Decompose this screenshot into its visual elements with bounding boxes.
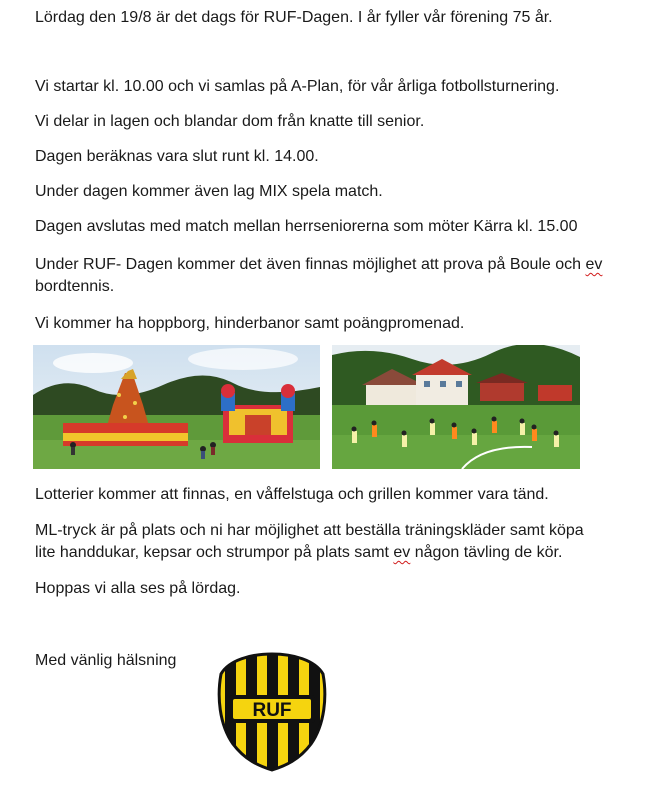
boule-ev-word: ev — [585, 256, 603, 273]
ml-text-line-1: ML-tryck är på plats och ni har möjlighet att beställa träningskläder samt köpa — [35, 522, 584, 539]
crest-label: RUF — [252, 700, 292, 721]
ml-text-line-2-start: lite handdukar, kepsar och strumpor på plats samt — [35, 544, 394, 561]
mix-paragraph: Under dagen kommer även lag MIX spela match. — [35, 183, 383, 200]
lottery-paragraph: Lotterier kommer att finnas, en våffelstuga och grillen kommer vara tänd. — [35, 486, 549, 503]
football-field-photo — [332, 345, 580, 469]
teams-paragraph: Vi delar in lagen och blandar dom från knatte till senior. — [35, 113, 425, 130]
hope-paragraph: Hoppas vi alla ses på lördag. — [35, 580, 241, 597]
end-time-paragraph: Dagen beräknas vara slut runt kl. 14.00. — [35, 148, 319, 165]
bouncy-paragraph: Vi kommer ha hoppborg, hinderbanor samt poängpromenad. — [35, 315, 465, 332]
ruf-crest-logo — [215, 650, 329, 772]
boule-text-start: Under RUF- Dagen kommer det även finnas möjlighet att prova på Boule och — [35, 256, 586, 273]
ml-text-line-2-end: någon tävling de kör. — [410, 544, 563, 561]
ml-ev-word: ev — [393, 544, 411, 561]
greeting-text: Med vänlig hälsning — [35, 652, 177, 669]
intro-paragraph: Lördag den 19/8 är det dags för RUF-Dagen. I år fyller vår förening 75 år. — [35, 9, 553, 26]
boule-paragraph — [35, 254, 602, 298]
final-match-paragraph: Dagen avslutas med match mellan herrseniorerna som möter Kärra kl. 15.00 — [35, 218, 578, 235]
bouncy-castles-photo — [33, 345, 320, 469]
boule-text-end: bordtennis. — [35, 278, 115, 295]
ml-paragraph — [35, 520, 584, 564]
start-paragraph: Vi startar kl. 10.00 och vi samlas på A-Plan, för vår årliga fotbollsturnering. — [35, 78, 560, 95]
